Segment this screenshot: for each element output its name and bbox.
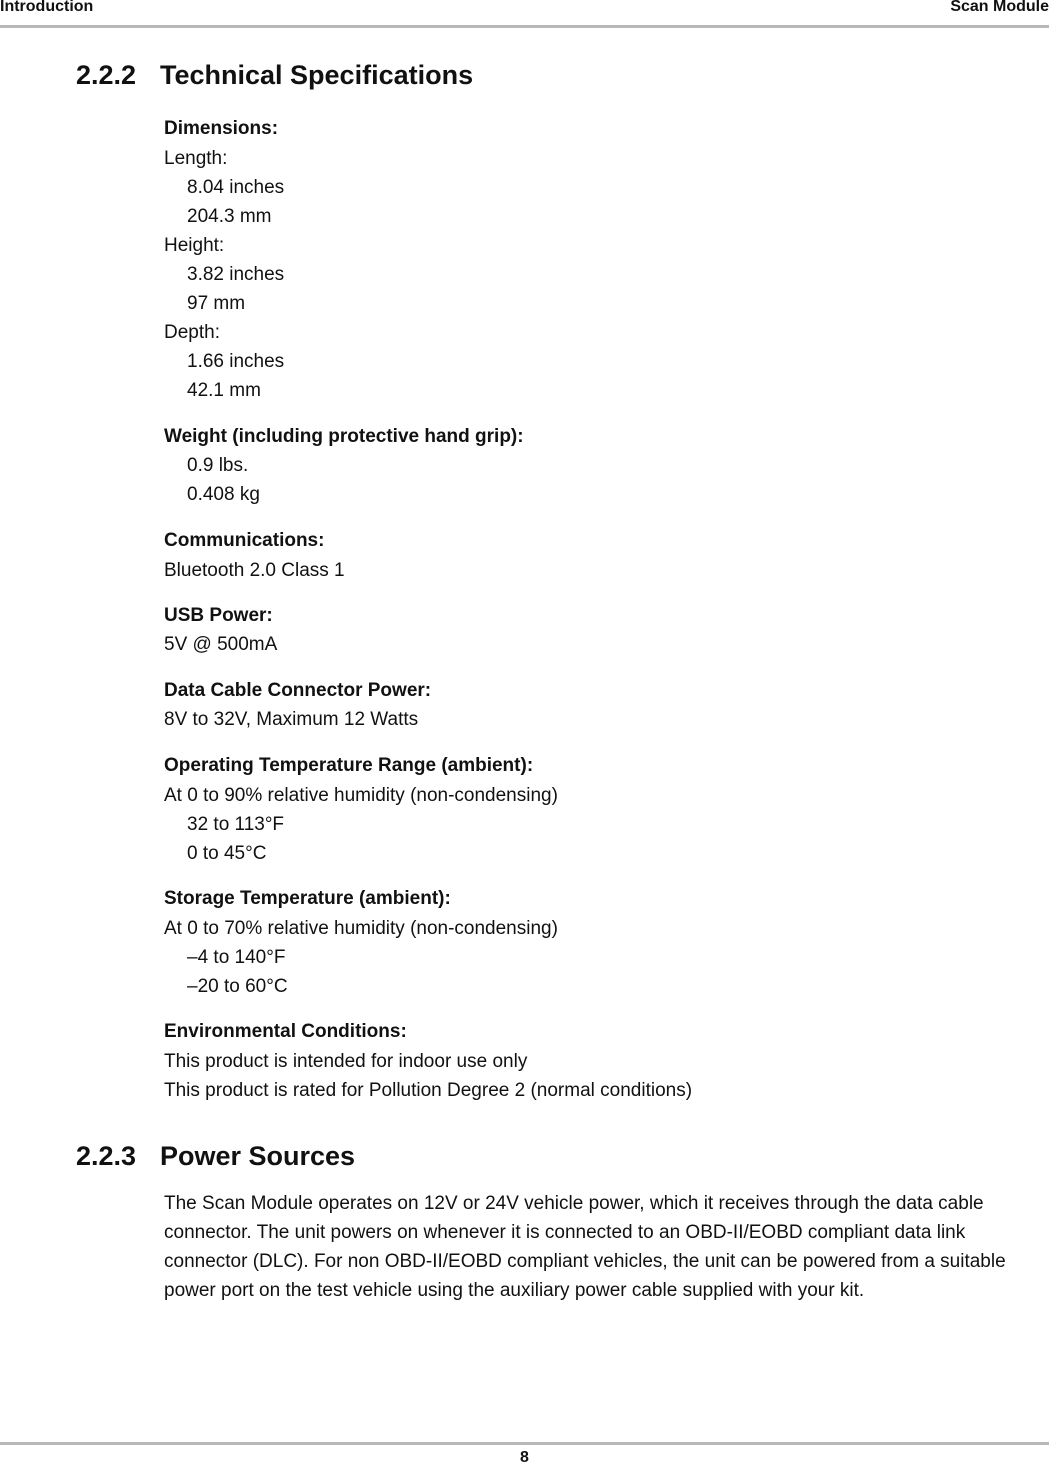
height-inches: 3.82 inches [187,264,285,285]
weight-lbs: 0.9 lbs. [187,455,249,476]
storage-temp-f: –4 to 140°F [187,947,286,968]
environment-indoor: This product is intended for indoor use only [164,1051,528,1072]
section-title-text: Technical Specifications [160,60,474,90]
height-label: Height: [164,235,225,256]
depth-inches: 1.66 inches [187,351,285,372]
length-inches: 8.04 inches [187,177,285,198]
length-mm: 204.3 mm [187,206,272,227]
operating-temp-c: 0 to 45°C [187,843,267,864]
header-chapter: Introduction [0,0,94,15]
storage-humidity: At 0 to 70% relative humidity (non-condensing) [164,918,558,939]
usb-power-value: 5V @ 500mA [164,634,278,655]
length-label: Length: [164,148,228,169]
operating-humidity: At 0 to 90% relative humidity (non-condensing) [164,785,558,806]
power-sources-paragraph: The Scan Module operates on 12V or 24V vehicle power, which it receives through the data cable connector. The unit powers on whenever it is connected to an OBD-II/EOBD compliant data link connector (DLC). For non OBD-II/EOBD compliant vehicles, the unit can be powered from a suitable power port on the test vehicle using the auxiliary power cable supplied with your kit. [164,1193,1006,1301]
communications-value: Bluetooth 2.0 Class 1 [164,560,345,581]
page-number: 8 [520,1449,529,1466]
header-rule [0,25,1049,28]
depth-mm: 42.1 mm [187,380,261,401]
communications-label: Communications: [164,530,325,551]
section-title-power-sources [76,1140,355,1172]
header-product: Scan Module [950,0,1049,15]
operating-temp-label: Operating Temperature Range (ambient): [164,755,534,776]
weight-label: Weight (including protective hand grip): [164,426,524,447]
environment-pollution: This product is rated for Pollution Degree 2 (normal conditions) [164,1080,693,1101]
height-mm: 97 mm [187,293,246,314]
usb-power-label: USB Power: [164,605,273,626]
footer-rule [0,1442,1049,1445]
dlc-power-value: 8V to 32V, Maximum 12 Watts [164,709,419,730]
operating-temp-f: 32 to 113°F [187,814,285,835]
depth-label: Depth: [164,322,220,343]
weight-kg: 0.408 kg [187,484,260,505]
dimensions-label: Dimensions: [164,118,279,139]
storage-temp-label: Storage Temperature (ambient): [164,888,451,909]
section-title-text: Power Sources [160,1141,356,1171]
section-number: 2.2.2 [76,60,137,90]
section-title-technical-specifications [76,59,473,91]
dlc-power-label: Data Cable Connector Power: [164,680,432,701]
environment-label: Environmental Conditions: [164,1021,407,1042]
storage-temp-c: –20 to 60°C [187,976,288,997]
section-number: 2.2.3 [76,1141,137,1171]
